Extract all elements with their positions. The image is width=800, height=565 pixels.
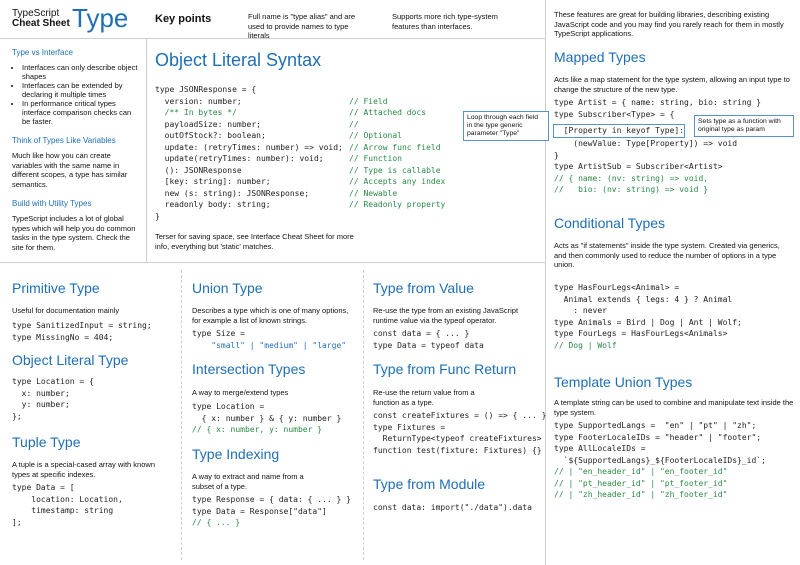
types-like-variables-text: Much like how you can create variables with the same name in different scopes, a type has similar semantics. <box>12 151 128 189</box>
code-line: type Artist = { name: string, bio: string } <box>554 98 762 107</box>
intersection-types-desc: A way to merge/extend types <box>192 388 289 397</box>
code-line: type FooterLocaleIDs = "header" | "footer"; <box>554 432 762 442</box>
code-line: /** In bytes */ // Attached docs <box>155 108 427 117</box>
mapped-types-code <box>554 97 761 196</box>
template-union-code <box>554 420 766 501</box>
list-item: • Interfaces can only describe object shapes <box>22 63 140 81</box>
code-line: type Location = { <box>12 377 94 386</box>
code-line: // { ... } <box>192 518 241 527</box>
code-line: type SanitizedInput = string; <box>12 321 152 330</box>
primitive-type-desc: Useful for documentation mainly <box>12 306 120 315</box>
type-vs-interface-title: Type vs Interface <box>12 48 73 57</box>
union-type-code <box>192 328 346 351</box>
tuple-type-desc: A tuple is a special-cased array with known types at specific indexes. <box>12 460 155 479</box>
code-line: ]; <box>12 517 22 527</box>
code-line: { x: number } & { y: number } <box>192 413 342 423</box>
intersection-types-title: Intersection Types <box>192 361 306 377</box>
code-line: type Data = Response["data"] <box>192 506 327 516</box>
union-type-desc: Describes a type which is one of many options, for example a list of known strings. <box>192 306 349 325</box>
template-union-desc: A template string can be used to combine and manipulate text inside the type system. <box>554 398 794 417</box>
code-line: const createFixtures = () => { ... } <box>373 411 547 420</box>
tuple-type-title: Tuple Type <box>12 434 81 450</box>
type-vs-interface-list <box>12 63 140 126</box>
key-points-label: Key points <box>155 13 212 25</box>
code-line: location: Location, <box>12 494 123 504</box>
callout-loop: Loop through each field in the type generic parameter "Type" <box>463 111 549 141</box>
utility-types-text: TypeScript includes a lot of global types which will help you do common tasks in the type system. Check the site for them. <box>12 214 136 252</box>
mapped-types-title: Mapped Types <box>554 49 646 65</box>
type-from-value-title: Type from Value <box>373 280 474 296</box>
code-line: ReturnType<typeof createFixtures> <box>373 434 542 443</box>
code-line: type Size = <box>192 329 245 338</box>
code-line: // { x: number, y: number } <box>192 425 323 434</box>
code-line: payloadSize: number; // <box>155 119 359 129</box>
code-line: // | "pt_header_id" | "pt_footer_id" <box>554 478 728 488</box>
code-line: type ArtistSub = Subscriber<Artist> <box>554 162 723 171</box>
code-line: const data: import("./data").data <box>373 503 532 512</box>
code-line: "small" | "medium" | "large" <box>192 340 347 350</box>
code-line: update(retryTimes: number): void; // Function <box>155 154 402 163</box>
code-line: } <box>554 150 559 160</box>
code-line: // Dog | Wolf <box>554 340 617 350</box>
code-line: type MissingNo = 404; <box>12 332 114 342</box>
code-line: // { name: (nv: string) => void, <box>554 173 709 183</box>
code-line: type HasFourLegs<Animal> = <box>554 283 680 292</box>
code-line: type SupportedLangs = "en" | "pt" | "zh"; <box>554 421 757 430</box>
code-line: Animal extends { legs: 4 } ? Animal <box>554 294 733 304</box>
key-point-1: Full name is "type alias" and are used to provide names to type literals <box>248 12 356 40</box>
key-point-2: Supports more rich type-system features than interfaces. <box>392 12 498 31</box>
lower-col-divider-1 <box>181 270 182 560</box>
type-from-func-title: Type from Func Return <box>373 361 517 377</box>
lower-col-divider-2 <box>363 270 364 560</box>
code-line: type Fixtures = <box>373 422 446 432</box>
conditional-types-code <box>554 282 742 351</box>
code-line: type Animals = Bird | Dog | Ant | Wolf; <box>554 317 742 327</box>
code-line: // bio: (nv: string) => void } <box>554 185 709 194</box>
conditional-types-title: Conditional Types <box>554 215 666 231</box>
type-from-module-title: Type from Module <box>373 476 486 492</box>
callout-function: Sets type as a function with original type as param <box>694 115 794 137</box>
type-indexing-title: Type Indexing <box>192 446 280 462</box>
advanced-intro: These features are great for building libraries, describing existing JavaScript code and you may find you rarely reach for them in mostly TypeScript applications. <box>554 10 784 38</box>
union-type-title: Union Type <box>192 280 263 296</box>
code-line: y: number; <box>12 400 70 409</box>
code-line: type FourLegs = HasFourLegs<Animals> <box>554 329 728 338</box>
intersection-types-code <box>192 401 341 436</box>
code-line: : never <box>554 306 607 315</box>
code-line: new (s: string): JSONResponse; // Newable <box>155 188 398 198</box>
type-from-value-code <box>373 328 484 351</box>
code-line: const data = { ... } <box>373 329 470 338</box>
code-line: // | "en_header_id" | "en_footer_id" <box>554 467 728 476</box>
code-line: `${SupportedLangs}_${FooterLocaleIDs}_id`; <box>554 455 766 465</box>
primitive-type-code <box>12 320 152 343</box>
type-from-func-desc: Re-use the return value from a function as a type. <box>373 388 475 407</box>
brand-line-1: TypeScript <box>12 8 60 19</box>
code-line: function test(fixture: Fixtures) {} <box>373 445 542 455</box>
types-like-variables-title: Think of Types Like Variables <box>12 136 116 145</box>
list-item: • In performance critical types interface comparison checks can be faster. <box>22 99 140 126</box>
code-line: timestamp: string <box>12 506 114 515</box>
code-line: outOfStock?: boolean; // Optional <box>155 131 402 140</box>
type-indexing-code <box>192 494 351 529</box>
code-line: type Data = typeof data <box>373 340 484 350</box>
brand-line-2: Cheat Sheet <box>12 18 70 29</box>
conditional-types-desc: Acts as "if statements" inside the type system. Created via generics, and then commonly used to reduce the number of options in a type union. <box>554 241 780 269</box>
page-title: Type <box>72 3 129 33</box>
tuple-type-code <box>12 482 123 528</box>
object-literal-type-code <box>12 376 94 422</box>
object-literal-syntax-title: Object Literal Syntax <box>155 50 322 70</box>
code-line: type JSONResponse = { <box>155 85 257 94</box>
utility-types-title: Build with Utility Types <box>12 199 92 208</box>
code-line: type Location = <box>192 402 265 411</box>
code-line: version: number; // Field <box>155 96 388 106</box>
list-item: • Interfaces can be extended by declaring it multiple times <box>22 81 140 99</box>
left-column-divider <box>146 38 147 262</box>
object-literal-type-title: Object Literal Type <box>12 352 129 368</box>
code-line: [key: string]: number; // Accepts any index <box>155 177 446 186</box>
type-from-func-code <box>373 410 546 456</box>
code-line: } <box>155 211 160 221</box>
code-line: (newValue: Type[Property]) => void <box>554 139 738 148</box>
primitive-type-title: Primitive Type <box>12 280 100 296</box>
code-line: type Response = { data: { ... } } <box>192 495 351 504</box>
mapped-types-desc: Acts like a map statement for the type system, allowing an input type to change the structure of the new type. <box>554 75 790 94</box>
template-union-title: Template Union Types <box>554 374 693 390</box>
code-line: update: (retryTimes: number) => void; // Arrow func field <box>155 142 441 152</box>
brand <box>12 9 70 29</box>
code-line: x: number; <box>12 388 70 398</box>
code-line: // | "zh_header_id" | "zh_footer_id" <box>554 490 728 499</box>
object-literal-code <box>155 84 540 222</box>
code-line: type AllLocaleIDs = <box>554 444 646 453</box>
code-line: [Property in keyof Type]: <box>554 126 685 135</box>
object-literal-footer: Terser for saving space, see Interface Cheat Sheet for more info, everything but 'static' matches. <box>155 232 354 251</box>
lower-divider <box>0 262 545 263</box>
code-line: type Data = [ <box>12 483 75 492</box>
code-line: (): JSONResponse // Type is callable <box>155 165 441 175</box>
code-line: }; <box>12 411 22 421</box>
right-column-divider <box>545 0 546 565</box>
left-panel <box>12 48 140 252</box>
type-from-value-desc: Re-use the type from an existing JavaScript runtime value via the typeof operator. <box>373 306 519 325</box>
type-from-module-code <box>373 502 532 514</box>
type-indexing-desc: A way to extract and name from a subset of a type. <box>192 472 304 491</box>
code-line: type Subscriber<Type> = { <box>554 109 675 119</box>
code-line: readonly body: string; // Readonly property <box>155 200 446 209</box>
